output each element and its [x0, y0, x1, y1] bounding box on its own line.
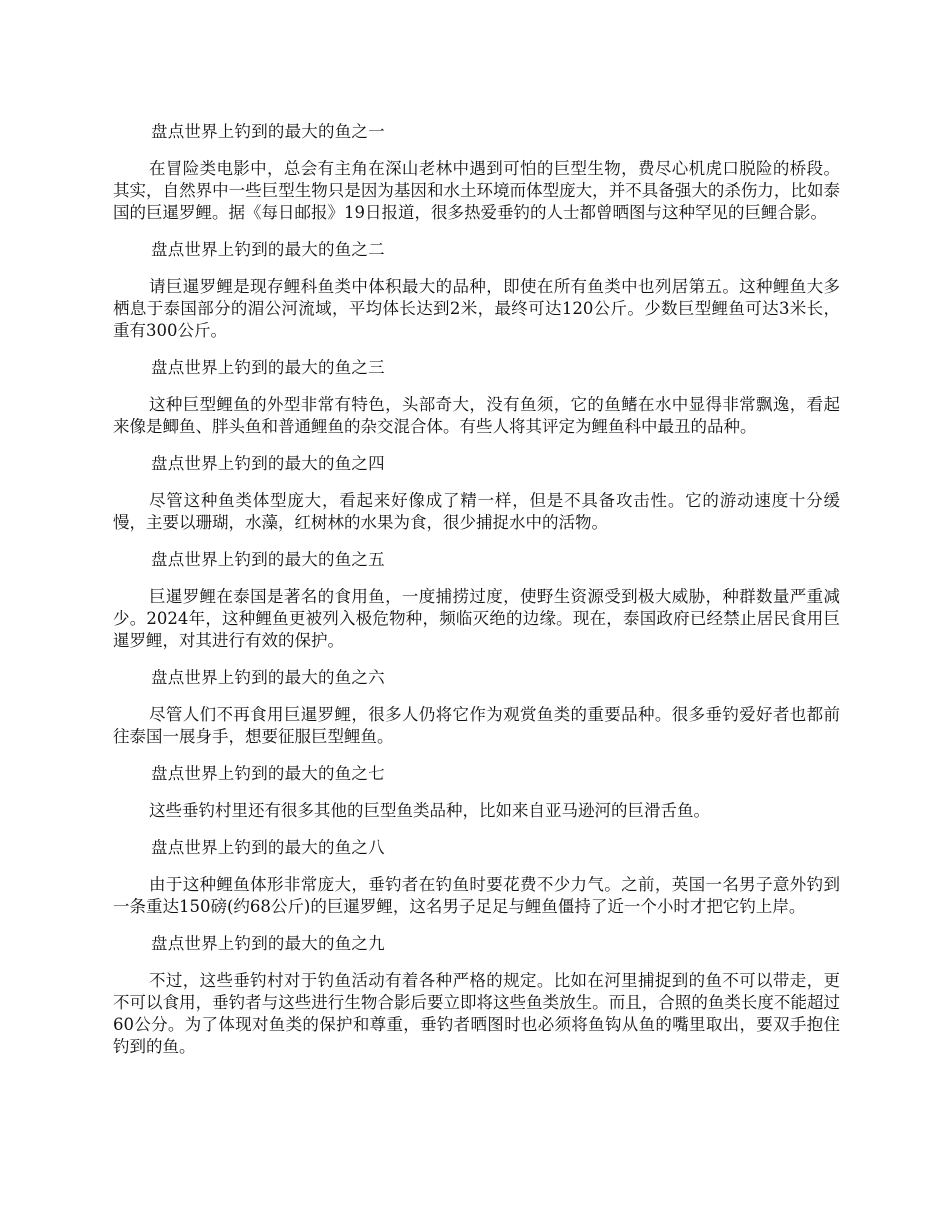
section-heading-8: 盘点世界上钓到的最大的鱼之八	[151, 838, 385, 857]
section-heading-4: 盘点世界上钓到的最大的鱼之四	[151, 454, 385, 473]
section-paragraph-4: 尽管这种鱼类体型庞大，看起来好像成了精一样，但是不具备攻击性。它的游动速度十分缓慢，主要以珊瑚，水藻，红树林的水果为食，很少捕捉水中的活物。	[113, 491, 840, 532]
section-heading-5: 盘点世界上钓到的最大的鱼之五	[151, 550, 385, 569]
section-heading-6: 盘点世界上钓到的最大的鱼之六	[151, 668, 385, 687]
section-paragraph-9: 不过，这些垂钓村对于钓鱼活动有着各种严格的规定。比如在河里捕捉到的鱼不可以带走，更不可以食用，垂钓者与这些进行生物合影后要立即将这些鱼类放生。而且，合照的鱼类长度不能超过60公分。为了体现对鱼类的保护和尊重，垂钓者晒图时也必须将鱼钩从鱼的嘴里取出，要双手抱住钓到的鱼。	[113, 971, 840, 1056]
section-paragraph-7: 这些垂钓村里还有很多其他的巨型鱼类品种，比如来自亚马逊河的巨滑舌鱼。	[149, 801, 710, 820]
section-heading-7: 盘点世界上钓到的最大的鱼之七	[151, 764, 385, 783]
section-paragraph-8: 由于这种鲤鱼体形非常庞大，垂钓者在钓鱼时要花费不少力气。之前，英国一名男子意外钓到一条重达150磅(约68公斤)的巨暹罗鲤，这名男子足足与鲤鱼僵持了近一个小时才把它钓上岸。	[113, 875, 840, 916]
section-heading-9: 盘点世界上钓到的最大的鱼之九	[151, 934, 385, 953]
section-paragraph-3: 这种巨型鲤鱼的外型非常有特色，头部奇大，没有鱼须，它的鱼鳍在水中显得非常飘逸，看起来像是鲫鱼、胖头鱼和普通鲤鱼的杂交混合体。有些人将其评定为鲤鱼科中最丑的品种。	[113, 395, 840, 436]
section-paragraph-5: 巨暹罗鲤在泰国是著名的食用鱼，一度捕捞过度，使野生资源受到极大威胁，种群数量严重减少。2024年，这种鲤鱼更被列入极危物种，频临灭绝的边缘。现在，泰国政府已经禁止居民食用巨暹罗鲤，对其进行有效的保护。	[113, 587, 840, 650]
section-paragraph-1: 在冒险类电影中，总会有主角在深山老林中遇到可怕的巨型生物，费尽心机虎口脱险的桥段。其实，自然界中一些巨型生物只是因为基因和水土环境而体型庞大，并不具备强大的杀伤力，比如泰国的巨暹罗鲤。据《每日邮报》19日报道，很多热爱垂钓的人士都曾晒图与这种罕见的巨鲤合影。	[113, 159, 840, 222]
section-heading-2: 盘点世界上钓到的最大的鱼之二	[151, 240, 385, 259]
article-body	[113, 121, 840, 1073]
section-heading-1: 盘点世界上钓到的最大的鱼之一	[151, 122, 385, 141]
section-paragraph-2: 请巨暹罗鲤是现存鲤科鱼类中体积最大的品种，即使在所有鱼类中也列居第五。这种鲤鱼大多栖息于泰国部分的湄公河流域，平均体长达到2米，最终可达120公斤。少数巨型鲤鱼可达3米长，重有300公斤。	[113, 277, 840, 340]
section-paragraph-6: 尽管人们不再食用巨暹罗鲤，很多人仍将它作为观赏鱼类的重要品种。很多垂钓爱好者也都前往泰国一展身手，想要征服巨型鲤鱼。	[113, 705, 840, 746]
section-heading-3: 盘点世界上钓到的最大的鱼之三	[151, 358, 385, 377]
